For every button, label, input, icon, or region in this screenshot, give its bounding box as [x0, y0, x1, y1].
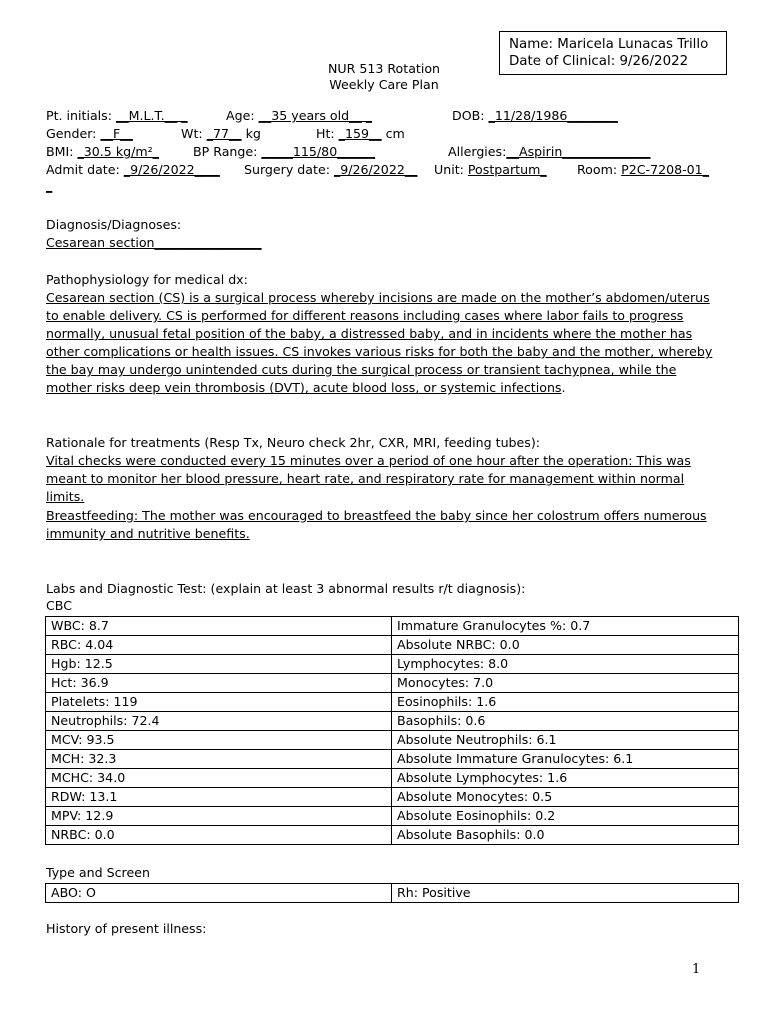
table-cell: MPV: 12.9	[46, 807, 392, 826]
patient-dob: DOB: _11/28/1986________	[452, 108, 618, 123]
table-cell: NRBC: 0.0	[46, 826, 392, 845]
table-row	[46, 674, 739, 693]
table-row	[46, 807, 739, 826]
room-value: P2C-7208-01_	[621, 162, 709, 177]
table-cell: Monocytes: 7.0	[392, 674, 739, 693]
title-line-2: Weekly Care Plan	[329, 77, 439, 92]
patient-dob-value: _11/28/1986________	[488, 108, 618, 123]
rationale-item-breastfeeding: Breastfeeding: The mother was encouraged to breastfeed the baby since her colostrum offers numerous immunity and nutritive benefits.	[46, 508, 707, 542]
table-cell: RDW: 13.1	[46, 788, 392, 807]
table-cell: Eosinophils: 1.6	[392, 693, 739, 712]
cbc-label: CBC	[46, 598, 73, 613]
table-row	[46, 731, 739, 750]
patient-bmi: BMI: _30.5 kg/m²_	[46, 144, 159, 159]
table-row	[46, 693, 739, 712]
table-row	[46, 655, 739, 674]
table-cell: WBC: 8.7	[46, 617, 392, 636]
rationale-heading: Rationale for treatments (Resp Tx, Neuro check 2hr, CXR, MRI, feeding tubes):	[46, 435, 541, 450]
surgery-date: Surgery date: _9/26/2022__	[244, 162, 418, 177]
patient-age: Age: __35 years old__ _	[226, 108, 372, 123]
type-screen-table	[45, 883, 739, 903]
diagnosis-heading: Diagnosis/Diagnoses:	[46, 217, 182, 232]
admit-date: Admit date: _9/26/2022____	[46, 162, 220, 177]
clinical-date: Date of Clinical: 9/26/2022	[509, 54, 689, 69]
unit: Unit: Postpartum_	[434, 162, 547, 177]
labs-heading: Labs and Diagnostic Test: (explain at least 3 abnormal results r/t diagnosis):	[46, 581, 526, 596]
patient-bp-value: _____115/80______	[261, 144, 375, 159]
patient-height-value: _159__	[338, 126, 382, 141]
table-row	[46, 826, 739, 845]
table-row	[46, 617, 739, 636]
surgery-date-value: _9/26/2022__	[333, 162, 418, 177]
table-cell: Absolute Monocytes: 0.5	[392, 788, 739, 807]
patient-age-value: __35 years old__ _	[258, 108, 372, 123]
patient-bp-range: BP Range: _____115/80______	[193, 144, 375, 159]
table-cell: Basophils: 0.6	[392, 712, 739, 731]
table-row	[46, 788, 739, 807]
document-title	[284, 61, 484, 93]
table-cell: Absolute Neutrophils: 6.1	[392, 731, 739, 750]
table-cell: Hgb: 12.5	[46, 655, 392, 674]
table-row	[46, 769, 739, 788]
student-name: Name: Maricela Lunacas Trillo	[509, 37, 709, 52]
table-row	[46, 712, 739, 731]
table-cell: Lymphocytes: 8.0	[392, 655, 739, 674]
table-cell: MCV: 93.5	[46, 731, 392, 750]
table-cell: Absolute Basophils: 0.0	[392, 826, 739, 845]
unit-value: Postpartum_	[467, 162, 547, 177]
table-cell: Platelets: 119	[46, 693, 392, 712]
rationale-item-vital-checks: Vital checks were conducted every 15 minutes over a period of one hour after the operation: This was meant to monitor her blood pressure, heart rate, and respiratory rate for management within normal limits.	[46, 453, 691, 505]
table-cell: Absolute Immature Granulocytes: 6.1	[392, 750, 739, 769]
patient-gender: Gender: __F__	[46, 126, 133, 141]
table-cell: Absolute Eosinophils: 0.2	[392, 807, 739, 826]
table-row	[46, 884, 739, 903]
table-cell: MCH: 32.3	[46, 750, 392, 769]
patient-height: Ht: _159__ cm	[316, 126, 405, 141]
patient-allergies: Allergies:__Aspirin______________	[448, 144, 651, 159]
table-cell: Hct: 36.9	[46, 674, 392, 693]
table-cell: ABO: O	[46, 884, 392, 903]
patient-weight-value: _77__	[206, 126, 242, 141]
patient-weight: Wt: _77__ kg	[181, 126, 261, 141]
pathophysiology-heading: Pathophysiology for medical dx:	[46, 272, 248, 287]
patient-initials: Pt. initials: __M.L.T.__ _	[46, 108, 188, 123]
diagnosis-value: Cesarean section_________________	[46, 235, 262, 250]
table-cell: Neutrophils: 72.4	[46, 712, 392, 731]
table-cell: Rh: Positive	[392, 884, 739, 903]
admit-date-value: _9/26/2022____	[123, 162, 220, 177]
student-info-box	[499, 31, 727, 75]
patient-allergies-value: __Aspirin______________	[506, 144, 651, 159]
history-heading: History of present illness:	[46, 921, 207, 936]
patient-gender-value: __F__	[100, 126, 133, 141]
room: Room: P2C-7208-01_	[577, 162, 709, 177]
title-line-1: NUR 513 Rotation	[327, 61, 441, 76]
patient-initials-value: __M.L.T.__ _	[116, 108, 188, 123]
page-number: 1	[692, 962, 701, 977]
table-row	[46, 636, 739, 655]
table-row	[46, 750, 739, 769]
table-cell: MCHC: 34.0	[46, 769, 392, 788]
table-cell: Absolute Lymphocytes: 1.6	[392, 769, 739, 788]
pathophysiology-text: Cesarean section (CS) is a surgical process whereby incisions are made on the mother’s abdomen/uterus to enable delivery. CS is performed for different reasons including cases where labor fails to progress normally, unusual fetal position of the baby, a distressed baby, and in incidents where the mother has other complications or health issues. CS invokes various risks for both the baby and the mother, whereby the bay may undergo unintended cuts during the surgical process or transient tachypnea, while the mother risks deep vein thrombosis (DVT), acute blood loss, or systemic infections.	[46, 290, 713, 396]
table-cell: Absolute NRBC: 0.0	[392, 636, 739, 655]
trailing-underscore: _	[46, 178, 53, 193]
type-screen-label: Type and Screen	[46, 865, 150, 880]
cbc-table	[45, 616, 739, 845]
table-cell: RBC: 4.04	[46, 636, 392, 655]
table-cell: Immature Granulocytes %: 0.7	[392, 617, 739, 636]
patient-bmi-value: _30.5 kg/m²_	[77, 144, 159, 159]
